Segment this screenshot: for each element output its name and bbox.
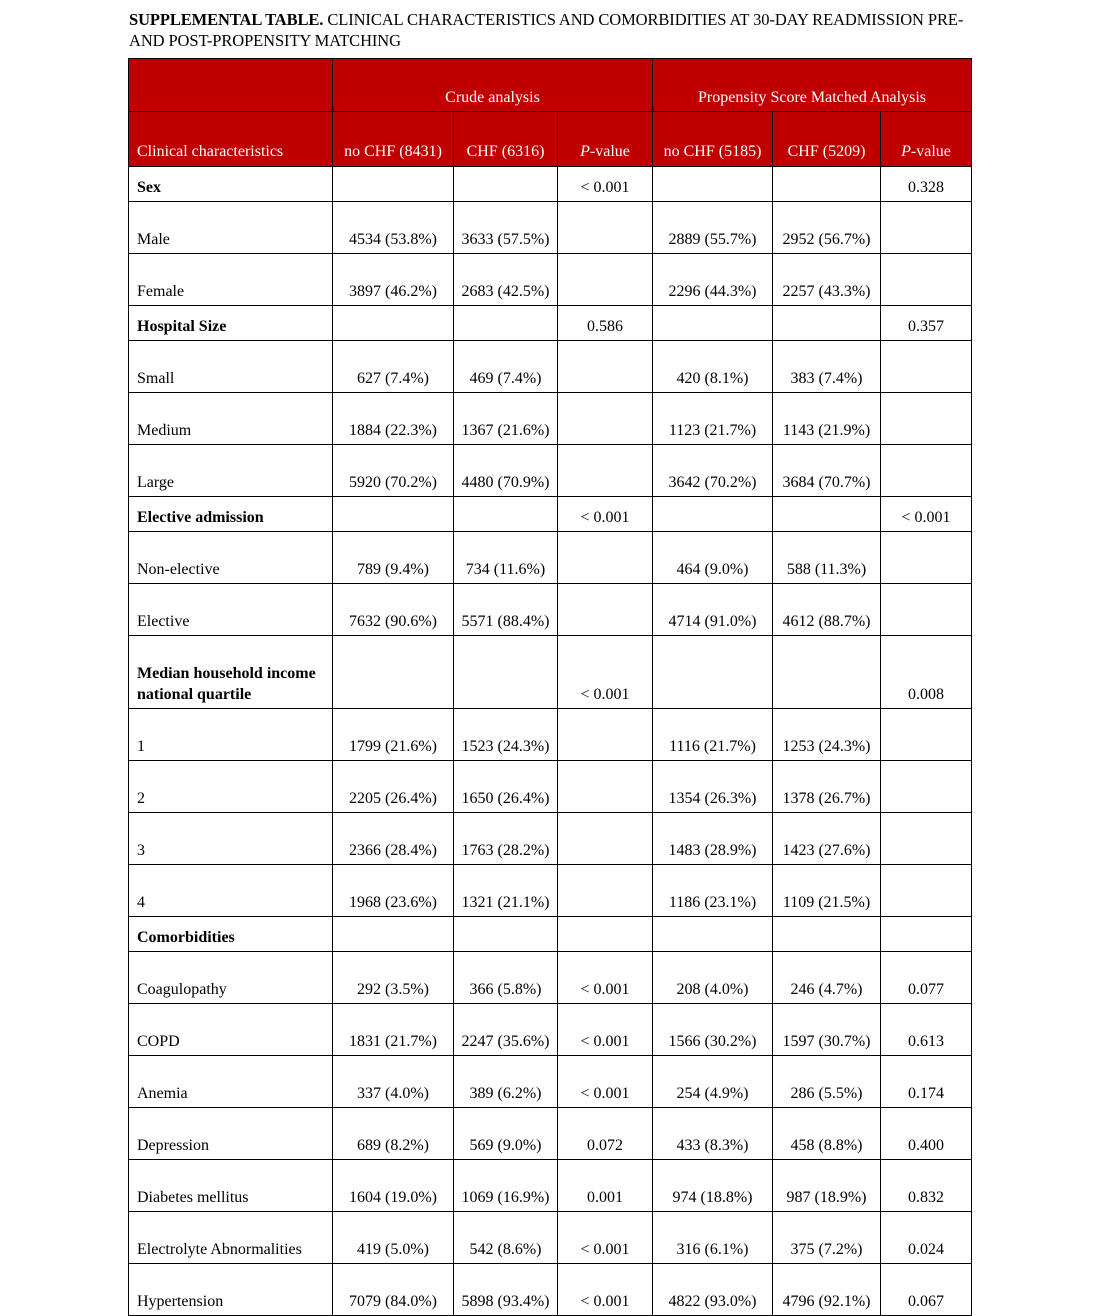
cell-p-value: < 0.001 [558,636,653,709]
cell-no-chf-5185: 433 (8.3%) [653,1108,773,1160]
cell-chf-6316: 389 (6.2%) [454,1056,558,1108]
table-row [129,393,972,445]
row-label: Hospital Size [129,306,333,341]
table-body [129,167,972,1316]
cell-no-chf-8431 [333,167,454,202]
row-label: Depression [129,1108,333,1160]
row-label: Hypertension [129,1264,333,1316]
table-row [129,254,972,306]
cell-no-chf-5185: 974 (18.8%) [653,1160,773,1212]
cell-chf-6316: 1321 (21.1%) [454,865,558,917]
cell-p-value: 0.400 [881,1108,972,1160]
cell-chf-6316: 3633 (57.5%) [454,202,558,254]
header-psm-no-chf: no CHF (5185) [653,112,773,167]
cell-chf-6316: 1069 (16.9%) [454,1160,558,1212]
cell-no-chf-5185 [653,306,773,341]
cell-chf-6316: 734 (11.6%) [454,532,558,584]
cell-p-value [558,202,653,254]
row-label: Median household income national quartile [129,636,333,709]
row-label: Small [129,341,333,393]
cell-no-chf-8431 [333,636,454,709]
row-label: Elective [129,584,333,636]
cell-p-value [881,584,972,636]
table-row [129,1264,972,1316]
cell-no-chf-8431: 292 (3.5%) [333,952,454,1004]
cell-p-value [881,813,972,865]
cell-p-value: 0.001 [558,1160,653,1212]
cell-chf-6316: 2683 (42.5%) [454,254,558,306]
cell-p-value: < 0.001 [881,497,972,532]
cell-chf-6316 [454,636,558,709]
cell-p-value [881,393,972,445]
cell-chf-6316: 5898 (93.4%) [454,1264,558,1316]
cell-no-chf-5185: 254 (4.9%) [653,1056,773,1108]
table-head [129,59,972,167]
cell-chf-5209 [773,917,881,952]
cell-no-chf-5185: 316 (6.1%) [653,1212,773,1264]
cell-p-value [558,584,653,636]
cell-chf-5209: 3684 (70.7%) [773,445,881,497]
cell-p-value [881,532,972,584]
row-label: Large [129,445,333,497]
row-label: Diabetes mellitus [129,1160,333,1212]
cell-no-chf-8431: 789 (9.4%) [333,532,454,584]
cell-p-value: < 0.001 [558,1264,653,1316]
cell-chf-6316: 1763 (28.2%) [454,813,558,865]
cell-p-value [558,709,653,761]
table-row [129,445,972,497]
cell-p-value [558,254,653,306]
cell-chf-5209: 286 (5.5%) [773,1056,881,1108]
cell-no-chf-8431: 4534 (53.8%) [333,202,454,254]
cell-p-value: < 0.001 [558,497,653,532]
cell-chf-6316: 2247 (35.6%) [454,1004,558,1056]
cell-no-chf-8431 [333,917,454,952]
table-row [129,497,972,532]
clinical-characteristics-table [128,58,972,1316]
cell-p-value [558,532,653,584]
cell-no-chf-5185: 208 (4.0%) [653,952,773,1004]
cell-chf-5209: 1423 (27.6%) [773,813,881,865]
row-label: Elective admission [129,497,333,532]
cell-p-value [881,709,972,761]
cell-no-chf-5185 [653,167,773,202]
cell-p-value [558,813,653,865]
row-label: Female [129,254,333,306]
cell-no-chf-8431: 2366 (28.4%) [333,813,454,865]
cell-chf-6316 [454,306,558,341]
p-italic: P [901,143,911,160]
table-row [129,865,972,917]
cell-no-chf-8431: 1604 (19.0%) [333,1160,454,1212]
cell-p-value: 0.613 [881,1004,972,1056]
row-label: Medium [129,393,333,445]
cell-p-value [881,202,972,254]
cell-chf-5209: 1109 (21.5%) [773,865,881,917]
header-group-row [129,59,972,112]
cell-p-value [558,761,653,813]
table-row [129,636,972,709]
caption-lead: SUPPLEMENTAL TABLE. [129,10,324,29]
table-row [129,1108,972,1160]
p-italic: P [580,143,590,160]
row-label: Sex [129,167,333,202]
header-psm-p-value: P-value [881,112,972,167]
table-row [129,167,972,202]
table-row [129,813,972,865]
cell-p-value: < 0.001 [558,1004,653,1056]
cell-chf-6316 [454,167,558,202]
cell-p-value [881,761,972,813]
row-label: 4 [129,865,333,917]
cell-p-value: 0.008 [881,636,972,709]
row-label: 2 [129,761,333,813]
cell-no-chf-8431: 1799 (21.6%) [333,709,454,761]
cell-chf-6316: 569 (9.0%) [454,1108,558,1160]
cell-no-chf-8431: 5920 (70.2%) [333,445,454,497]
cell-chf-6316: 542 (8.6%) [454,1212,558,1264]
table-row [129,1056,972,1108]
cell-chf-5209 [773,636,881,709]
table-row [129,709,972,761]
cell-no-chf-5185 [653,917,773,952]
table-row [129,761,972,813]
cell-no-chf-8431: 337 (4.0%) [333,1056,454,1108]
cell-no-chf-8431: 7079 (84.0%) [333,1264,454,1316]
cell-p-value: 0.024 [881,1212,972,1264]
cell-no-chf-8431: 627 (7.4%) [333,341,454,393]
cell-no-chf-8431: 1831 (21.7%) [333,1004,454,1056]
cell-chf-5209 [773,167,881,202]
row-label: Anemia [129,1056,333,1108]
cell-p-value [881,341,972,393]
cell-no-chf-5185: 464 (9.0%) [653,532,773,584]
cell-chf-5209: 1378 (26.7%) [773,761,881,813]
cell-chf-6316: 5571 (88.4%) [454,584,558,636]
cell-p-value: 0.832 [881,1160,972,1212]
header-group-crude: Crude analysis [333,59,653,112]
header-crude-p-value: P-value [558,112,653,167]
cell-no-chf-5185: 420 (8.1%) [653,341,773,393]
cell-chf-5209: 2952 (56.7%) [773,202,881,254]
cell-p-value: 0.077 [881,952,972,1004]
cell-no-chf-8431: 2205 (26.4%) [333,761,454,813]
table-row [129,1160,972,1212]
row-label: COPD [129,1004,333,1056]
table-row [129,1212,972,1264]
cell-p-value: < 0.001 [558,952,653,1004]
cell-no-chf-8431: 689 (8.2%) [333,1108,454,1160]
cell-no-chf-5185: 1483 (28.9%) [653,813,773,865]
cell-chf-5209 [773,497,881,532]
cell-no-chf-5185: 2889 (55.7%) [653,202,773,254]
cell-p-value [558,341,653,393]
table-row [129,306,972,341]
header-group-psm: Propensity Score Matched Analysis [653,59,972,112]
cell-no-chf-5185: 1186 (23.1%) [653,865,773,917]
cell-chf-5209: 1597 (30.7%) [773,1004,881,1056]
cell-chf-6316 [454,917,558,952]
cell-p-value: 0.357 [881,306,972,341]
table-caption [129,10,971,51]
cell-chf-6316: 366 (5.8%) [454,952,558,1004]
row-label: 1 [129,709,333,761]
cell-no-chf-8431: 1968 (23.6%) [333,865,454,917]
table-row [129,584,972,636]
cell-p-value [881,917,972,952]
cell-no-chf-5185: 4822 (93.0%) [653,1264,773,1316]
cell-p-value: 0.072 [558,1108,653,1160]
cell-p-value [881,445,972,497]
row-label: 3 [129,813,333,865]
cell-chf-6316: 4480 (70.9%) [454,445,558,497]
cell-p-value [558,917,653,952]
cell-p-value: < 0.001 [558,167,653,202]
cell-chf-5209: 2257 (43.3%) [773,254,881,306]
cell-chf-5209: 1253 (24.3%) [773,709,881,761]
cell-chf-6316: 1367 (21.6%) [454,393,558,445]
cell-no-chf-5185: 4714 (91.0%) [653,584,773,636]
cell-no-chf-8431: 7632 (90.6%) [333,584,454,636]
table-row [129,952,972,1004]
cell-chf-6316: 1523 (24.3%) [454,709,558,761]
cell-chf-6316 [454,497,558,532]
table-row [129,917,972,952]
cell-no-chf-8431 [333,306,454,341]
cell-chf-6316: 469 (7.4%) [454,341,558,393]
cell-p-value: 0.586 [558,306,653,341]
cell-no-chf-8431: 419 (5.0%) [333,1212,454,1264]
row-label: Non-elective [129,532,333,584]
row-label: Coagulopathy [129,952,333,1004]
cell-chf-5209 [773,306,881,341]
header-column-row [129,112,972,167]
header-corner-cell [129,59,333,112]
row-label: Comorbidities [129,917,333,952]
cell-no-chf-5185 [653,497,773,532]
cell-no-chf-5185: 1116 (21.7%) [653,709,773,761]
cell-p-value [558,445,653,497]
header-crude-no-chf: no CHF (8431) [333,112,454,167]
cell-p-value: 0.174 [881,1056,972,1108]
cell-p-value: < 0.001 [558,1212,653,1264]
header-crude-chf: CHF (6316) [454,112,558,167]
cell-p-value: < 0.001 [558,1056,653,1108]
table-row [129,1004,972,1056]
cell-p-value [881,254,972,306]
cell-chf-5209: 458 (8.8%) [773,1108,881,1160]
header-clinical-characteristics: Clinical characteristics [129,112,333,167]
cell-no-chf-5185: 2296 (44.3%) [653,254,773,306]
cell-no-chf-5185 [653,636,773,709]
row-label: Male [129,202,333,254]
table-row [129,341,972,393]
cell-chf-6316: 1650 (26.4%) [454,761,558,813]
row-label: Electrolyte Abnormalities [129,1212,333,1264]
cell-p-value: 0.067 [881,1264,972,1316]
cell-no-chf-5185: 1123 (21.7%) [653,393,773,445]
cell-p-value [881,865,972,917]
cell-chf-5209: 383 (7.4%) [773,341,881,393]
cell-no-chf-8431: 1884 (22.3%) [333,393,454,445]
table-row [129,532,972,584]
cell-chf-5209: 588 (11.3%) [773,532,881,584]
cell-p-value [558,865,653,917]
cell-no-chf-8431: 3897 (46.2%) [333,254,454,306]
cell-chf-5209: 987 (18.9%) [773,1160,881,1212]
cell-no-chf-5185: 1566 (30.2%) [653,1004,773,1056]
cell-chf-5209: 1143 (21.9%) [773,393,881,445]
header-psm-chf: CHF (5209) [773,112,881,167]
cell-chf-5209: 246 (4.7%) [773,952,881,1004]
cell-chf-5209: 375 (7.2%) [773,1212,881,1264]
cell-p-value: 0.328 [881,167,972,202]
cell-no-chf-5185: 3642 (70.2%) [653,445,773,497]
cell-chf-5209: 4796 (92.1%) [773,1264,881,1316]
cell-chf-5209: 4612 (88.7%) [773,584,881,636]
cell-no-chf-8431 [333,497,454,532]
cell-no-chf-5185: 1354 (26.3%) [653,761,773,813]
cell-p-value [558,393,653,445]
caption-rest: CLINICAL CHARACTERISTICS AND COMORBIDITIES AT 30-DAY READMISSION PRE- AND POST-PROPENSITY MATCHING [129,10,964,50]
table-row [129,202,972,254]
